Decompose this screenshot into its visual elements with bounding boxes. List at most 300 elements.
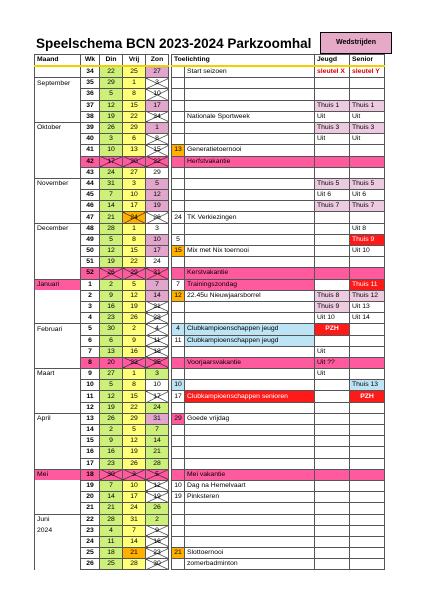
senior-match: Thuis 7 bbox=[350, 201, 385, 212]
senior-match bbox=[350, 357, 385, 368]
vrij-date: 15 bbox=[123, 246, 146, 257]
week-number: 47 bbox=[81, 212, 100, 223]
jeugd-match bbox=[315, 212, 350, 223]
table-row bbox=[35, 301, 385, 312]
event-day bbox=[172, 469, 185, 480]
table-row bbox=[35, 458, 385, 469]
senior-match: sleutel Y bbox=[350, 66, 385, 78]
week-number: 13 bbox=[81, 413, 100, 424]
zon-date: 4 bbox=[146, 324, 169, 335]
din-date: 12 bbox=[100, 391, 123, 402]
jeugd-match: Uit bbox=[315, 134, 350, 145]
jeugd-match: PZH bbox=[315, 324, 350, 335]
senior-match: Uit 13 bbox=[350, 301, 385, 312]
din-date: 7 bbox=[100, 190, 123, 201]
zon-date: 26 bbox=[146, 212, 169, 223]
month-cell bbox=[35, 66, 81, 78]
zon-date: 7 bbox=[146, 279, 169, 290]
jeugd-match bbox=[315, 78, 350, 89]
senior-match bbox=[350, 469, 385, 480]
senior-match: Uit 10 bbox=[350, 246, 385, 257]
vrij-date: 12 bbox=[123, 290, 146, 301]
zon-date: 24 bbox=[146, 402, 169, 413]
event-day bbox=[172, 167, 185, 178]
event-description: Dag na Hemelvaart bbox=[185, 480, 315, 491]
jeugd-match: Uit bbox=[315, 369, 350, 380]
senior-match: PZH bbox=[350, 391, 385, 402]
zon-date: 21 bbox=[146, 301, 169, 312]
din-date: 28 bbox=[100, 223, 123, 234]
din-date: 10 bbox=[100, 145, 123, 156]
table-row bbox=[35, 391, 385, 402]
col-maand: Maand bbox=[35, 55, 81, 67]
zon-date: 18 bbox=[146, 346, 169, 357]
senior-match bbox=[350, 436, 385, 447]
jeugd-match bbox=[315, 246, 350, 257]
vrij-date: 9 bbox=[123, 335, 146, 346]
vrij-date: 25 bbox=[123, 66, 146, 78]
week-number: 42 bbox=[81, 156, 100, 167]
senior-match bbox=[350, 78, 385, 89]
week-number: 10 bbox=[81, 380, 100, 391]
event-day bbox=[172, 268, 185, 279]
month-cell bbox=[35, 89, 81, 100]
event-day bbox=[172, 503, 185, 514]
week-number: 14 bbox=[81, 425, 100, 436]
senior-match: Thuis 3 bbox=[350, 122, 385, 133]
month-cell: Maart bbox=[35, 369, 81, 380]
vrij-date: 27 bbox=[123, 167, 146, 178]
table-row bbox=[35, 480, 385, 491]
din-date: 7 bbox=[100, 480, 123, 491]
din-date: 17 bbox=[100, 156, 123, 167]
month-cell bbox=[35, 190, 81, 201]
event-day bbox=[172, 223, 185, 234]
month-cell: Juni bbox=[35, 514, 81, 525]
table-row bbox=[35, 324, 385, 335]
zon-date: 5 bbox=[146, 469, 169, 480]
zon-date: 17 bbox=[146, 246, 169, 257]
week-number: 12 bbox=[81, 402, 100, 413]
din-date: 13 bbox=[100, 346, 123, 357]
din-date: 30 bbox=[100, 324, 123, 335]
vrij-date: 8 bbox=[123, 234, 146, 245]
event-day: 10 bbox=[172, 480, 185, 491]
senior-match bbox=[350, 335, 385, 346]
month-cell bbox=[35, 447, 81, 458]
din-date: 26 bbox=[100, 268, 123, 279]
table-row bbox=[35, 257, 385, 268]
vrij-date: 16 bbox=[123, 346, 146, 357]
jeugd-match: Thuis 3 bbox=[315, 122, 350, 133]
din-date: 5 bbox=[100, 234, 123, 245]
din-date: 5 bbox=[100, 89, 123, 100]
week-number: 46 bbox=[81, 201, 100, 212]
din-date: 21 bbox=[100, 212, 123, 223]
event-day: 19 bbox=[172, 492, 185, 503]
senior-match bbox=[350, 413, 385, 424]
senior-match: Thuis 1 bbox=[350, 100, 385, 111]
senior-match bbox=[350, 525, 385, 536]
table-row bbox=[35, 78, 385, 89]
zon-date: 28 bbox=[146, 458, 169, 469]
senior-match bbox=[350, 559, 385, 570]
event-day bbox=[172, 257, 185, 268]
din-date: 2 bbox=[100, 279, 123, 290]
din-date: 28 bbox=[100, 514, 123, 525]
vrij-date: 8 bbox=[123, 380, 146, 391]
vrij-date: 14 bbox=[123, 536, 146, 547]
senior-match bbox=[350, 480, 385, 491]
vrij-date: 21 bbox=[123, 548, 146, 559]
din-date: 20 bbox=[100, 357, 123, 368]
event-day bbox=[172, 178, 185, 189]
month-cell bbox=[35, 391, 81, 402]
event-description: Slottoernooi bbox=[185, 548, 315, 559]
week-number: 52 bbox=[81, 268, 100, 279]
event-description: Voorjaarsvakantie bbox=[185, 357, 315, 368]
jeugd-match bbox=[315, 480, 350, 491]
vrij-date: 2 bbox=[123, 324, 146, 335]
event-day bbox=[172, 536, 185, 547]
vrij-date: 22 bbox=[123, 111, 146, 122]
event-description: Pinksteren bbox=[185, 492, 315, 503]
senior-match: Uit 6 bbox=[350, 190, 385, 201]
table-row bbox=[35, 134, 385, 145]
table-row bbox=[35, 559, 385, 570]
col-zon: Zon bbox=[146, 55, 169, 67]
senior-match: Thuis 5 bbox=[350, 178, 385, 189]
table-row bbox=[35, 548, 385, 559]
event-day bbox=[172, 156, 185, 167]
table-row bbox=[35, 234, 385, 245]
din-date: 9 bbox=[100, 436, 123, 447]
jeugd-match bbox=[315, 167, 350, 178]
din-date: 4 bbox=[100, 525, 123, 536]
week-number: 3 bbox=[81, 301, 100, 312]
jeugd-match: Uit ?? bbox=[315, 357, 350, 368]
event-day: 10 bbox=[172, 380, 185, 391]
din-date: 30 bbox=[100, 469, 123, 480]
din-date: 27 bbox=[100, 369, 123, 380]
jeugd-match bbox=[315, 145, 350, 156]
vrij-date: 31 bbox=[123, 514, 146, 525]
week-number: 41 bbox=[81, 145, 100, 156]
din-date: 5 bbox=[100, 380, 123, 391]
col-vrij: Vrij bbox=[123, 55, 146, 67]
week-number: 34 bbox=[81, 66, 100, 78]
zon-date: 3 bbox=[146, 369, 169, 380]
zon-date: 2 bbox=[146, 514, 169, 525]
event-day bbox=[172, 100, 185, 111]
din-date: 22 bbox=[100, 66, 123, 78]
event-description: Mix met Nix toernooi bbox=[185, 246, 315, 257]
vrij-date: 22 bbox=[123, 257, 146, 268]
table-row bbox=[35, 425, 385, 436]
jeugd-match: Uit bbox=[315, 346, 350, 357]
senior-match: Thuis 13 bbox=[350, 380, 385, 391]
senior-match bbox=[350, 324, 385, 335]
event-day bbox=[172, 66, 185, 78]
table-row bbox=[35, 525, 385, 536]
vrij-date: 23 bbox=[123, 357, 146, 368]
event-description: Clubkampioenschappen jeugd bbox=[185, 335, 315, 346]
week-number: 39 bbox=[81, 122, 100, 133]
din-date: 16 bbox=[100, 447, 123, 458]
event-description: Goede vrijdag bbox=[185, 413, 315, 424]
vrij-date: 19 bbox=[123, 447, 146, 458]
jeugd-match: Uit 10 bbox=[315, 313, 350, 324]
week-number: 38 bbox=[81, 111, 100, 122]
jeugd-match bbox=[315, 492, 350, 503]
jeugd-match: Uit bbox=[315, 111, 350, 122]
week-number: 49 bbox=[81, 234, 100, 245]
zon-date: 10 bbox=[146, 380, 169, 391]
vrij-date: 10 bbox=[123, 190, 146, 201]
event-description bbox=[185, 78, 315, 89]
event-day bbox=[172, 78, 185, 89]
vrij-date: 5 bbox=[123, 425, 146, 436]
event-day: 4 bbox=[172, 324, 185, 335]
zon-date: 19 bbox=[146, 492, 169, 503]
senior-match bbox=[350, 425, 385, 436]
month-cell: Mei bbox=[35, 469, 81, 480]
col-jeugd: Jeugd bbox=[315, 55, 350, 67]
event-day bbox=[172, 346, 185, 357]
din-date: 19 bbox=[100, 402, 123, 413]
month-cell bbox=[35, 458, 81, 469]
month-cell bbox=[35, 380, 81, 391]
event-day bbox=[172, 425, 185, 436]
event-description bbox=[185, 447, 315, 458]
table-row bbox=[35, 313, 385, 324]
event-description bbox=[185, 201, 315, 212]
week-number: 19 bbox=[81, 480, 100, 491]
event-description bbox=[185, 503, 315, 514]
event-description: Kerstvakantie bbox=[185, 268, 315, 279]
event-day bbox=[172, 447, 185, 458]
table-row bbox=[35, 167, 385, 178]
event-description: Nationale Sportweek bbox=[185, 111, 315, 122]
month-cell bbox=[35, 480, 81, 491]
table-row bbox=[35, 201, 385, 212]
event-day: 12 bbox=[172, 290, 185, 301]
din-date: 16 bbox=[100, 301, 123, 312]
week-number: 40 bbox=[81, 134, 100, 145]
senior-match bbox=[350, 458, 385, 469]
month-cell bbox=[35, 257, 81, 268]
month-cell bbox=[35, 313, 81, 324]
event-day: 29 bbox=[172, 413, 185, 424]
din-date: 14 bbox=[100, 492, 123, 503]
month-cell bbox=[35, 145, 81, 156]
month-cell bbox=[35, 436, 81, 447]
vrij-date: 24 bbox=[123, 212, 146, 223]
month-cell bbox=[35, 201, 81, 212]
zon-date: 16 bbox=[146, 536, 169, 547]
event-description bbox=[185, 122, 315, 133]
senior-match: Uit 8 bbox=[350, 223, 385, 234]
month-cell bbox=[35, 335, 81, 346]
din-date: 9 bbox=[100, 290, 123, 301]
table-row bbox=[35, 279, 385, 290]
week-number: 23 bbox=[81, 525, 100, 536]
month-cell: Februari bbox=[35, 324, 81, 335]
din-date: 14 bbox=[100, 201, 123, 212]
col-wk: Wk bbox=[81, 55, 100, 67]
senior-match bbox=[350, 268, 385, 279]
zon-date: 25 bbox=[146, 357, 169, 368]
jeugd-match bbox=[315, 402, 350, 413]
event-description: 22.45u Nieuwjaarsborrel bbox=[185, 290, 315, 301]
zon-date: 12 bbox=[146, 480, 169, 491]
week-number: 11 bbox=[81, 391, 100, 402]
senior-match: Thuis 11 bbox=[350, 279, 385, 290]
jeugd-match bbox=[315, 335, 350, 346]
month-cell bbox=[35, 100, 81, 111]
event-day bbox=[172, 89, 185, 100]
table-row bbox=[35, 380, 385, 391]
week-number: 21 bbox=[81, 503, 100, 514]
week-number: 45 bbox=[81, 190, 100, 201]
senior-match bbox=[350, 89, 385, 100]
week-number: 25 bbox=[81, 548, 100, 559]
senior-match bbox=[350, 145, 385, 156]
event-description: Herfstvakantie bbox=[185, 156, 315, 167]
week-number: 5 bbox=[81, 324, 100, 335]
month-cell bbox=[35, 167, 81, 178]
table-row bbox=[35, 100, 385, 111]
event-day: 13 bbox=[172, 145, 185, 156]
senior-match: Thuis 9 bbox=[350, 234, 385, 245]
month-cell bbox=[35, 492, 81, 503]
table-row bbox=[35, 122, 385, 133]
week-number: 26 bbox=[81, 559, 100, 570]
week-number: 17 bbox=[81, 458, 100, 469]
month-cell bbox=[35, 156, 81, 167]
table-row bbox=[35, 66, 385, 78]
vrij-date: 15 bbox=[123, 391, 146, 402]
din-date: 11 bbox=[100, 536, 123, 547]
zon-date: 12 bbox=[146, 190, 169, 201]
week-number: 6 bbox=[81, 335, 100, 346]
month-cell bbox=[35, 111, 81, 122]
week-number: 37 bbox=[81, 100, 100, 111]
event-description bbox=[185, 100, 315, 111]
zon-date: 17 bbox=[146, 391, 169, 402]
event-description bbox=[185, 313, 315, 324]
week-number: 50 bbox=[81, 246, 100, 257]
month-cell bbox=[35, 268, 81, 279]
jeugd-match bbox=[315, 447, 350, 458]
event-day bbox=[172, 357, 185, 368]
week-number: 48 bbox=[81, 223, 100, 234]
week-number: 36 bbox=[81, 89, 100, 100]
event-description: Start seizoen bbox=[185, 66, 315, 78]
col-toelichting: Toelichting bbox=[172, 55, 315, 67]
zon-date: 29 bbox=[146, 167, 169, 178]
event-day bbox=[172, 369, 185, 380]
senior-match bbox=[350, 369, 385, 380]
jeugd-match: Thuis 5 bbox=[315, 178, 350, 189]
vrij-date: 3 bbox=[123, 178, 146, 189]
jeugd-match: Thuis 8 bbox=[315, 290, 350, 301]
din-date: 19 bbox=[100, 111, 123, 122]
zon-date: 1 bbox=[146, 122, 169, 133]
event-description bbox=[185, 514, 315, 525]
senior-match bbox=[350, 257, 385, 268]
event-day: 17 bbox=[172, 391, 185, 402]
zon-date: 9 bbox=[146, 525, 169, 536]
page-title: Speelschema BCN 2023-2024 Parkzoomhal bbox=[36, 36, 312, 51]
month-cell bbox=[35, 503, 81, 514]
month-cell bbox=[35, 402, 81, 413]
jeugd-match bbox=[315, 223, 350, 234]
senior-match bbox=[350, 346, 385, 357]
zon-date: 21 bbox=[146, 447, 169, 458]
table-row bbox=[35, 89, 385, 100]
event-day bbox=[172, 514, 185, 525]
table-row bbox=[35, 436, 385, 447]
jeugd-match bbox=[315, 548, 350, 559]
table-row bbox=[35, 514, 385, 525]
week-number: 18 bbox=[81, 469, 100, 480]
vrij-date: 22 bbox=[123, 402, 146, 413]
week-number: 7 bbox=[81, 346, 100, 357]
zon-date: 28 bbox=[146, 313, 169, 324]
month-cell: November bbox=[35, 178, 81, 189]
event-description bbox=[185, 536, 315, 547]
vrij-date: 1 bbox=[123, 223, 146, 234]
event-description bbox=[185, 402, 315, 413]
event-description: Generatietoernooi bbox=[185, 145, 315, 156]
jeugd-match bbox=[315, 156, 350, 167]
week-number: 51 bbox=[81, 257, 100, 268]
event-description bbox=[185, 425, 315, 436]
senior-match: Uit bbox=[350, 134, 385, 145]
event-description: Clubkampioenschappen jeugd bbox=[185, 324, 315, 335]
din-date: 24 bbox=[100, 167, 123, 178]
week-number: 20 bbox=[81, 492, 100, 503]
zon-date: 26 bbox=[146, 503, 169, 514]
zon-date: 30 bbox=[146, 559, 169, 570]
event-day bbox=[172, 313, 185, 324]
week-number: 24 bbox=[81, 536, 100, 547]
zon-date: 10 bbox=[146, 234, 169, 245]
event-description bbox=[185, 380, 315, 391]
event-day: 7 bbox=[172, 279, 185, 290]
din-date: 26 bbox=[100, 413, 123, 424]
jeugd-match bbox=[315, 89, 350, 100]
din-date: 23 bbox=[100, 313, 123, 324]
zon-date: 31 bbox=[146, 413, 169, 424]
jeugd-match bbox=[315, 536, 350, 547]
zon-date: 19 bbox=[146, 201, 169, 212]
din-date: 12 bbox=[100, 246, 123, 257]
event-description bbox=[185, 369, 315, 380]
vrij-date: 5 bbox=[123, 279, 146, 290]
month-cell bbox=[35, 559, 81, 570]
vrij-date: 24 bbox=[123, 503, 146, 514]
month-cell: September bbox=[35, 78, 81, 89]
event-description bbox=[185, 346, 315, 357]
event-day bbox=[172, 201, 185, 212]
table-row bbox=[35, 536, 385, 547]
jeugd-match bbox=[315, 279, 350, 290]
vrij-date: 1 bbox=[123, 78, 146, 89]
zon-date: 11 bbox=[146, 335, 169, 346]
jeugd-match bbox=[315, 425, 350, 436]
